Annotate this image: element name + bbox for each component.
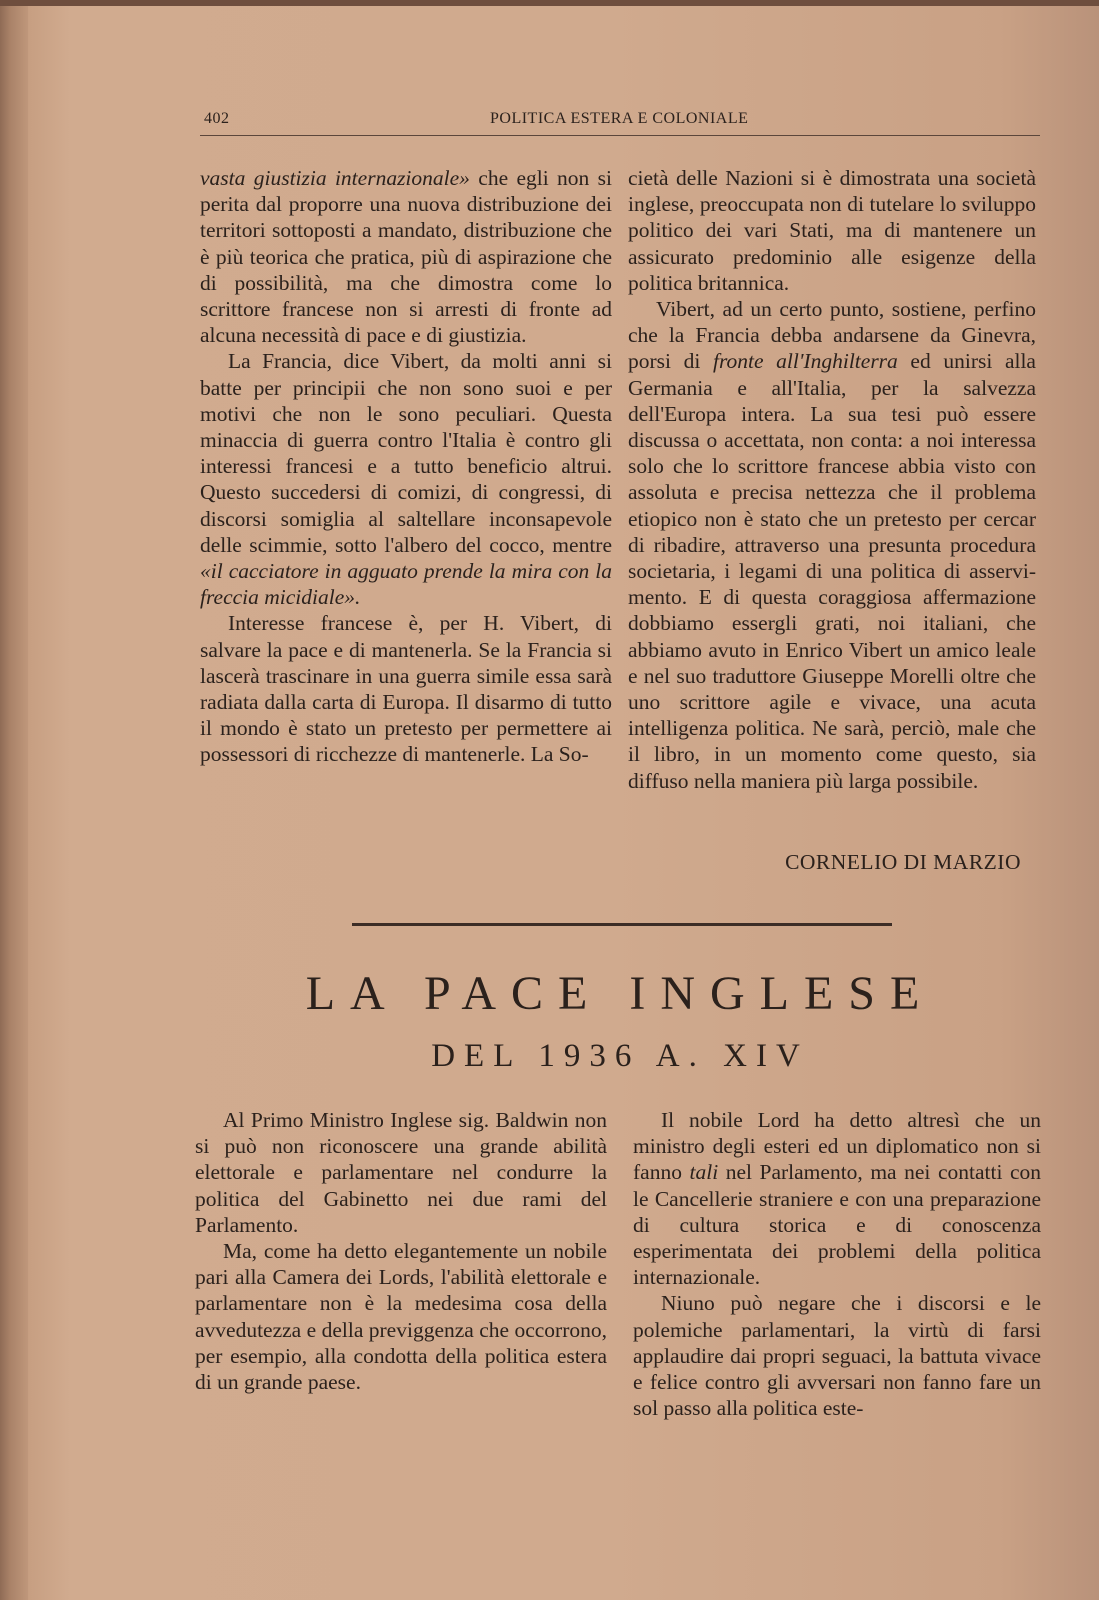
paragraph: cietà delle Nazioni si è dimostrata una società inglese, preoccupata non di tutelare lo sviluppo politico dei vari Stati, ma di mantenere un assicurato predominio alle esigenze della politica britannica.	[628, 166, 1036, 295]
paragraph-text: La Francia, dice Vibert, da molti anni si batte per principii che non sono suoi e per motivi che non le sono peculiari. Questa minaccia di guerra contro l'Italia è contro gli interessi francesi e a tutto beneficio altrui. Questo succedersi di comizi, di congressi, di discorsi somiglia al saltellare inconsapevole delle scimmie, sotto l'albero del cocco, mentre	[200, 349, 612, 557]
article1-column-left	[200, 165, 612, 768]
paragraph: Al Primo Ministro Inglese sig. Baldwin non si può non riconoscere una grande abilità elettorale e parlamentare nel condurre la politica del Gabinetto nei due rami del Parlamento.	[195, 1108, 607, 1237]
article1-column-right	[628, 165, 1036, 794]
article2-column-right	[633, 1107, 1041, 1421]
running-title: POLITICA ESTERA E COLONIALE	[490, 110, 749, 127]
section-divider	[352, 923, 892, 926]
article-subtitle: DEL 1936 A. XIV	[431, 1038, 809, 1074]
running-header	[200, 110, 1040, 134]
paragraph: Niuno può negare che i discorsi e le polemiche parlamentari, la virtù di farsi applaudire dai propri seguaci, la battuta vivace e felice contro gli avversari non fanno fare un sol passo alla politica este-	[633, 1291, 1041, 1421]
paragraph: Ma, come ha detto elegantemente un nobile pari alla Camera dei Lords, l'abilità elettorale e parlamentare non è la medesima cosa della avvedutezza e della previggenza che occorrono, per esempio, alla condotta della politica estera di un grande paese.	[195, 1239, 607, 1395]
book-binding	[0, 0, 28, 1600]
paragraph-text: ed unirsi alla Germania e all'Italia, per la salvezza dell'Europa intera. La sua tesi può essere discussa o accettata, non conta: a noi interessa solo che lo scrittore francese abbia visto con assoluta e precisa nettezza che il problema etiopico non è stato che un pretesto per cercar di ribadire, attraverso una presunta procedura societaria, i legami di una politica di asservimento. E di questa coraggiosa affermazione dobbiamo essergli grati, noi italiani, che abbiamo avuto in Enrico Vibert un amico leale e nel suo traduttore Giuseppe Morelli oltre che uno scrittore agile e vivace, una acuta intelligenza politica. Ne sarà, perciò, male che il libro, in un momento come questo, sia diffuso nella maniera più larga possibile.	[628, 349, 1036, 793]
paragraph-text: Vibert, ad un certo punto, sostiene, perfino che la Francia debba andarsene da Ginevra, porsi di	[628, 297, 1036, 374]
paragraph	[200, 165, 612, 348]
paragraph-text: che egli non si perita dal proporre una nuova distribuzione dei territori sottoposti a mandato, distribuzione che è più teorica che pratica, più di aspirazione che di possibilità, ma che dimostra come lo scrittore francese non si arresti di fronte ad alcuna necessità di pace e di giustizia.	[200, 166, 612, 348]
author-signature: CORNELIO DI MARZIO	[785, 850, 1021, 874]
italic-phrase: fronte all'Inghilterra	[712, 349, 898, 374]
italic-quote: «il cacciatore in agguato prende la mira con la freccia micidiale».	[200, 559, 612, 610]
page-top-edge	[0, 0, 1099, 6]
paragraph	[633, 1107, 1041, 1290]
paragraph: Interesse francese è, per H. Vibert, di salvare la pace e di mantenerla. Se la Francia si lascerà trascinare in una guerra simile essa sarà radiata dalla carta di Europa. Il disarmo di tutto il mondo è stato un pretesto per permettere ai possessori di ricchezze di mantenerle. La So-	[200, 611, 612, 767]
italic-word: tali	[689, 1160, 719, 1185]
article-title: LA PACE INGLESE	[305, 967, 935, 1020]
paragraph	[628, 296, 1036, 794]
article2-column-left	[195, 1107, 607, 1395]
paragraph-text: Il nobile Lord ha detto altresì che un ministro degli esteri ed un diplomatico non si fanno	[633, 1108, 1041, 1185]
paragraph	[200, 348, 612, 610]
page-number: 402	[204, 110, 230, 127]
paragraph-text: nel Parlamento, ma nei contatti con le Cancellerie straniere e con una preparazione di cultura storica e di conoscenza esperimentata dei problemi della politica internazionale.	[633, 1160, 1041, 1290]
italic-quote: vasta giustizia internazionale»	[200, 166, 470, 190]
header-rule	[200, 135, 1040, 136]
